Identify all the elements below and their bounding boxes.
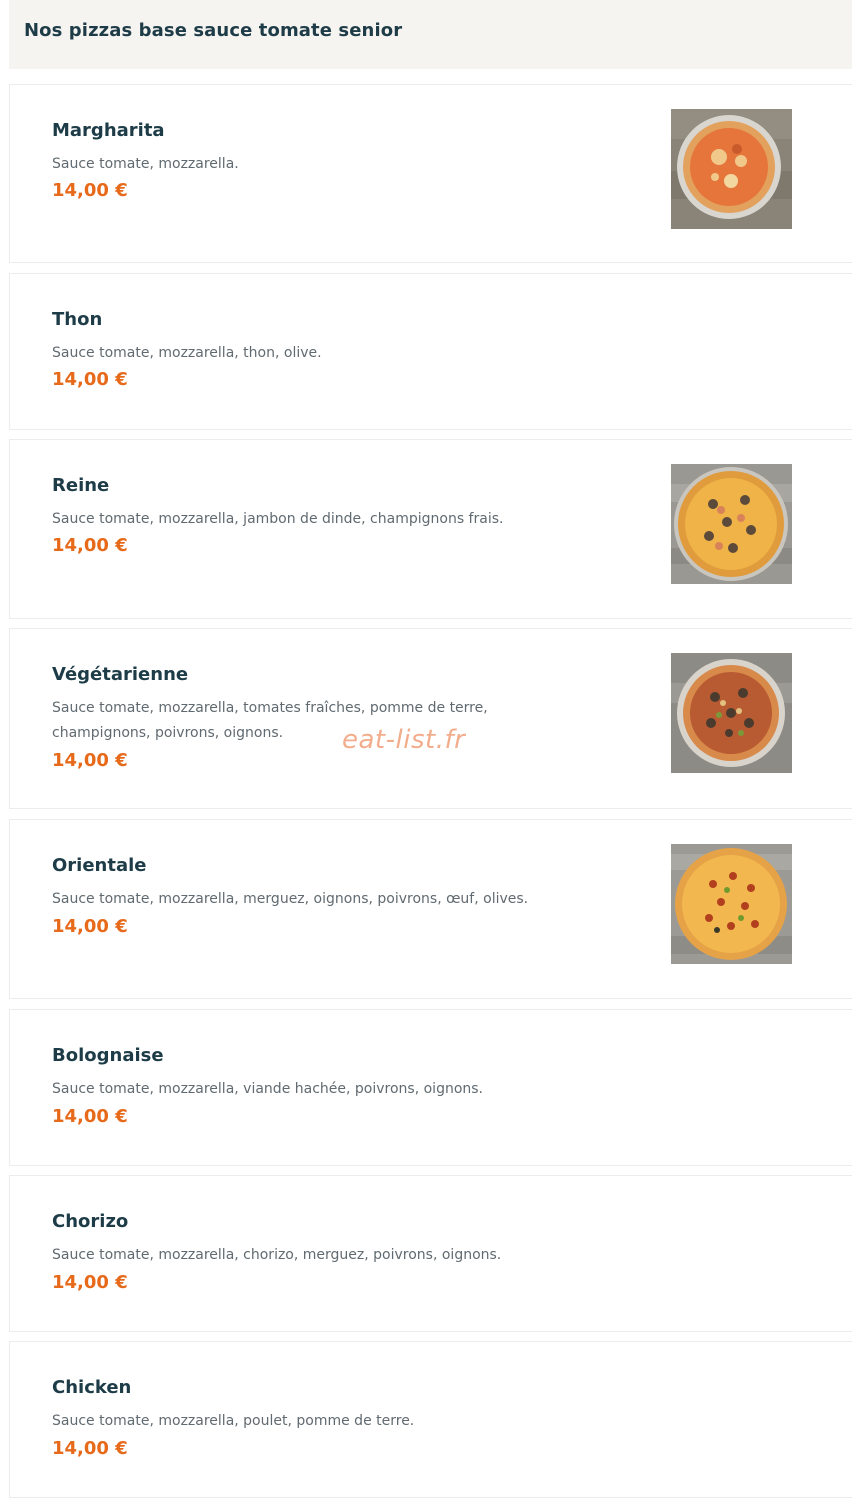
item-price: 14,00 € [52,1438,128,1459]
section-title: Nos pizzas base sauce tomate senior [24,20,403,41]
item-description: Sauce tomate, mozzarella, tomates fraîches, pomme de terre, champignons, poivrons, oignons. [52,700,488,741]
section-header [9,0,852,69]
pizza-image[interactable] [671,464,792,584]
item-price: 14,00 € [52,1272,128,1293]
item-price: 14,00 € [52,369,128,390]
menu-item-bolognaise[interactable] [9,1009,852,1166]
item-name: Chorizo [52,1211,129,1232]
item-price: 14,00 € [52,916,128,937]
pizza-image[interactable] [671,844,792,964]
pizza-image[interactable] [671,653,792,773]
item-description: Sauce tomate, mozzarella, poulet, pomme de terre. [52,1413,415,1429]
item-price: 14,00 € [52,750,128,771]
item-description: Sauce tomate, mozzarella, merguez, oignons, poivrons, œuf, olives. [52,891,529,907]
item-description: Sauce tomate, mozzarella, thon, olive. [52,345,322,361]
menu-item-orientale[interactable] [9,819,852,999]
item-price: 14,00 € [52,535,128,556]
menu-item-margharita[interactable] [9,84,852,263]
item-description: Sauce tomate, mozzarella, chorizo, merguez, poivrons, oignons. [52,1247,502,1263]
item-description: Sauce tomate, mozzarella, viande hachée, poivrons, oignons. [52,1081,484,1097]
item-name: Thon [52,309,103,330]
item-description: Sauce tomate, mozzarella. [52,156,239,172]
item-name: Margharita [52,120,165,141]
menu-item-reine[interactable] [9,439,852,619]
item-name: Végétarienne [52,664,189,685]
menu-item-chorizo[interactable] [9,1175,852,1332]
pizza-image[interactable] [671,109,792,229]
menu-item-vegetarienne[interactable] [9,628,852,809]
item-description: Sauce tomate, mozzarella, jambon de dinde, champignons frais. [52,511,504,527]
menu-item-thon[interactable] [9,273,852,430]
item-name: Orientale [52,855,147,876]
item-name: Bolognaise [52,1045,164,1066]
item-name: Reine [52,475,110,496]
item-price: 14,00 € [52,1106,128,1127]
item-name: Chicken [52,1377,132,1398]
menu-item-chicken[interactable] [9,1341,852,1498]
item-price: 14,00 € [52,180,128,201]
watermark: eat-list.fr [342,725,466,755]
